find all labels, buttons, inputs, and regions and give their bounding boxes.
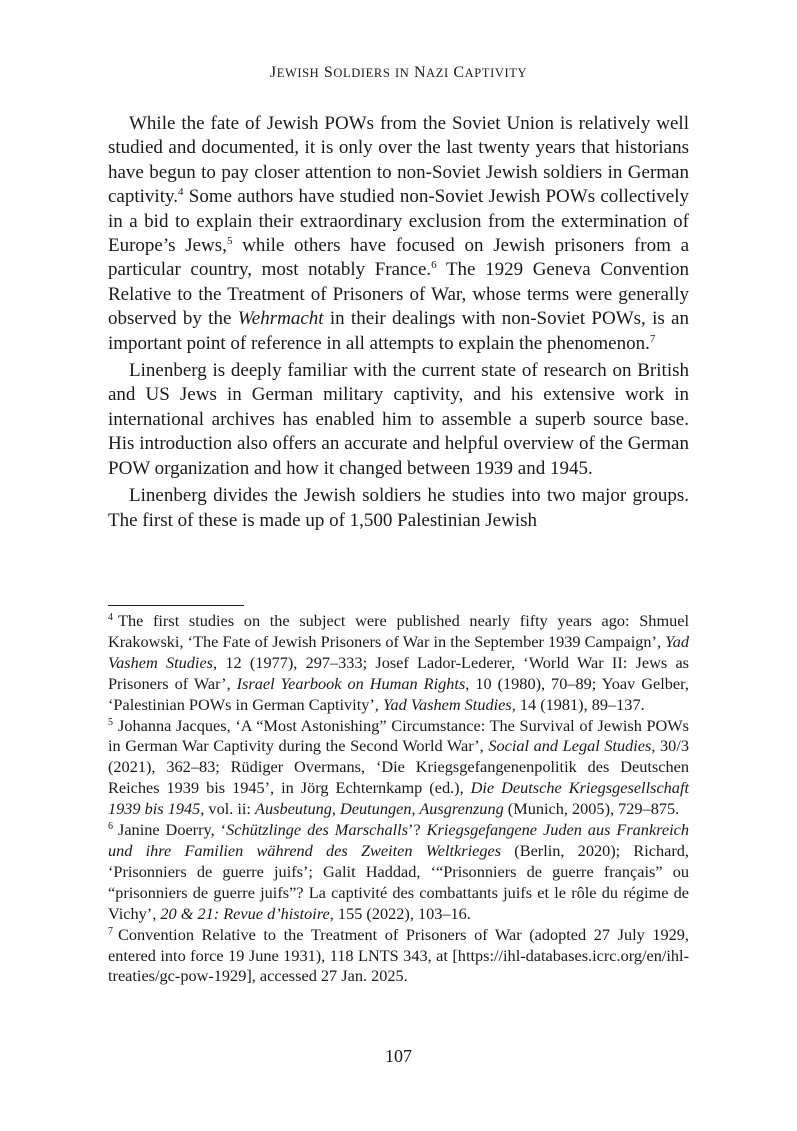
running-head-word: AZI: [426, 66, 449, 80]
running-head-word: EWISH: [276, 66, 320, 80]
footnotes: [108, 611, 689, 987]
paragraph-3: Linenberg divides the Jewish soldiers he studies into two major groups. The first of these is made up of 1,500 Palestinian Jewish: [108, 485, 689, 531]
running-head-initial: C: [453, 64, 465, 81]
paragraph-2: Linenberg is deeply familiar with the current state of research on British and US Jews in German military captivity, and his extensive work in international archives has enabled him to assemble a superb source base. His introduction also offers an accurate and helpful overview of the German POW organization and how it changed between 1939 and 1945.: [108, 360, 689, 479]
running-head: [0, 64, 797, 82]
footnote-rule: [108, 605, 244, 606]
running-head-word: OLDIERS: [333, 66, 391, 80]
footnote-ref-6[interactable]: 6: [431, 259, 437, 272]
footnote-ref-5[interactable]: 5: [226, 235, 233, 248]
footnote-number: 7: [108, 925, 113, 937]
footnote-number: 6: [108, 821, 113, 833]
footnote-5: $^5$ Johanna Jacques, ‘A “Most Astonishing” Circumstance: The Survival of Jewish POWs in German War Captivity during the Second World War’, Social and Legal Studies, 30/3 (2021), 362–83; Rüdiger Overmans, ‘Die Kriegsgefangenenpolitik des Deutschen Reiches 1939 bis 1945’, in Jörg Echternkamp (ed.), Die Deutsche Kriegsgesellschaft 1939 bis 1945, vol. ii: Ausbeutung, Deutungen, Ausgrenzung (Munich, 2005), 729–875.: [108, 715, 689, 819]
footnote-4: $^4$ The first studies on the subject were published nearly fifty years ago: Shmuel Krakowski, ‘The Fate of Jewish Prisoners of War in the September 1939 Campaign’, Yad Vashem Studies, 12 (1977), 297–333; Josef Lador-Lederer, ‘World War II: Jews as Prisoners of War’, Israel Yearbook on Human Rights, 10 (1980), 70–89; Yoav Gelber, ‘Palestinian POWs in German Captivity’, Yad Vashem Studies, 14 (1981), 89–137.: [108, 611, 690, 714]
footnote-number: 5: [108, 716, 113, 728]
running-head-word: IN: [394, 66, 410, 80]
paragraph-1: While the fate of Jewish POWs from the Soviet Union is relatively well studied and documented, it is only over the last twenty years that historians have begun to pay closer attention to non-Soviet Jewish soldiers in German captivity.$^4$ Some authors have studied non-Soviet Jewish POWs collectively in a bid to explain their extraordinary exclusion from the extermination of Europe’s Jews,$^5$ while others have focused on Jewish prisoners from a particular country, most notably France.$^6$ The 1929 Geneva Convention Relative to the Treatment of Prisoners of War, whose terms were generally observed by the Wehrmacht in their dealings with non-Soviet POWs, is an important point of reference in all attempts to explain the phenomenon.$^7$: [108, 113, 690, 354]
footnote-ref-4[interactable]: 4: [178, 186, 184, 199]
running-head-initial: N: [413, 64, 427, 81]
running-head-word: APTIVITY: [464, 66, 528, 80]
footnote-ref-7[interactable]: 7: [649, 332, 656, 345]
page-number: 107: [385, 1046, 412, 1066]
running-head-initial: S: [323, 64, 334, 81]
running-head-initial: J: [269, 64, 277, 81]
footnote-7: $^7$ Convention Relative to the Treatment of Prisoners of War (adopted 27 July 1929, entered into force 19 June 1931), 118 LNTS 343, at [https://ihl-databases.icrc.org/en/ihl-treaties/gc-pow-1929], accessed 27 Jan. 2025.: [108, 924, 689, 986]
footnote-number: 4: [108, 612, 113, 623]
body-text: [108, 112, 689, 533]
footnote-6: $^6$ Janine Doerry, ‘Schützlinge des Marschalls’? Kriegsgefangene Juden aus Frankreich und ihre Familien während des Zweiten Weltkrieges (Berlin, 2020); Richard, ‘Prisonniers de guerre juifs’; Galit Haddad, ‘“Prisonniers de guerre français” ou “prisonniers de guerre juifs”? La captivité des combattants juifs et le rôle du régime de Vichy’, 20 & 21: Revue d’histoire, 155 (2022), 103–16.: [108, 820, 690, 923]
